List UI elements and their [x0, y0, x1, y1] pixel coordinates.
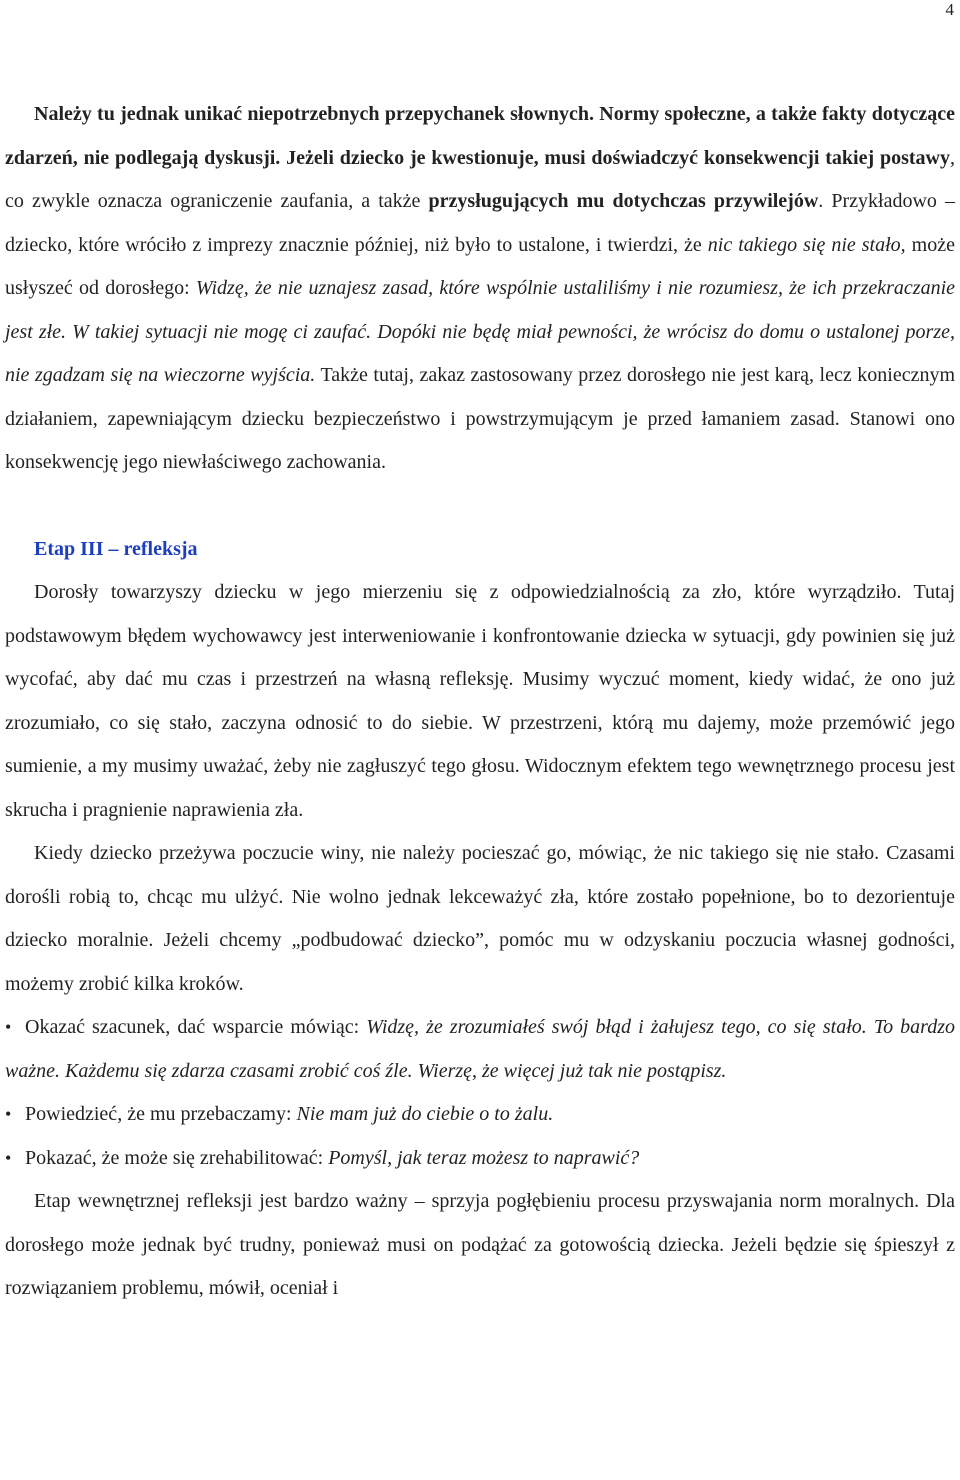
bullet-icon: • [5, 1104, 12, 1124]
bullet-icon: • [5, 1147, 12, 1168]
paragraph-guilt: Kiedy dziecko przeżywa poczucie winy, nie należy pocieszać go, mówiąc, że nic takiego się nie stało. Czasami dorośli robią to, chcąc mu ulżyć. Nie wolno jednak lekceważyć zła, które zostało popełnione, bo to dezorientuje dziecko moralnie. Jeżeli chcemy „podbudować dziecko”, pomóc mu w odzyskaniu poczucia własnej godności, możemy zrobić kilka kroków. [5, 842, 955, 995]
bullet-text: Okazać szacunek, dać wsparcie mówiąc: [25, 1016, 367, 1038]
plain-text: Także tutaj, zakaz zastosowany przez dorosłego nie jest karą, lecz koniecznym działaniem, zapewniającym dziecku bezpieczeństwo i powstrzymującym je przed łamaniem zasad. Stanowi ono konsekwencję jego niewłaściwego zachowania. [5, 364, 956, 473]
bullet-quote: Widzę, że zrozumiałeś swój błąd i żałujesz tego, co się stało. To bardzo ważne. Każdemu się zdarza czasami zrobić coś źle. Wierzę, że więcej już tak nie postąpisz. [5, 1016, 956, 1082]
bullet-item [5, 1093, 955, 1137]
plain-text: . Przykładowo – dziecko, które wróciło z imprezy znacznie później, niż było to ustalone, i twierdzi, że [5, 190, 955, 256]
page-number: 4 [945, 0, 954, 19]
bullet-item [5, 1137, 955, 1181]
bullet-quote: Pomyśl, jak teraz możesz to naprawić? [328, 1146, 640, 1169]
bullet-quote: Nie mam już do ciebie o to żalu. [296, 1103, 554, 1125]
section-heading: Etap III – refleksja [34, 537, 198, 560]
bold-text: przysługujących mu dotychczas przywilejów [428, 190, 819, 212]
italic-text: nic takiego się nie stało, [707, 233, 906, 256]
bullet-text: Powiedzieć, że mu przebaczamy: [25, 1103, 297, 1125]
bold-text: Należy tu jednak unikać niepotrzebnych przepychanek słownych. Normy społeczne, a także fakty dotyczące zdarzeń, nie podlegają dyskusji. Jeżeli dziecko je kwestionuje, musi doświadczyć konsekwencji takiej postawy [5, 103, 955, 169]
paragraph-norms [5, 93, 955, 485]
plain-text: , co zwykle oznacza ograniczenie zaufania, a także [5, 146, 955, 212]
paragraph-summary: Etap wewnętrznej refleksji jest bardzo ważny – sprzyja pogłębieniu procesu przyswajania norm moralnych. Dla dorosłego może jednak być trudny, ponieważ musi on podążać za gotowością dziecka. Jeżeli będzie się śpieszył z rozwiązaniem problemu, mówił, oceniał i [5, 1190, 955, 1299]
bullet-item [5, 1006, 955, 1093]
document-body [5, 93, 955, 1311]
plain-text: może usłyszeć od dorosłego: [5, 233, 955, 299]
bullet-text: Pokazać, że może się zrehabilitować: [25, 1146, 329, 1169]
italic-quote: Widzę, że nie uznajesz zasad, które wspólnie ustaliliśmy i nie rozumiesz, że ich przekraczanie jest złe. W takiej sytuacji nie mogę ci zaufać. Dopóki nie będę miał pewności, że wrócisz do domu o ustalonej porze, nie zgadzam się na wieczorne wyjścia. [5, 277, 955, 386]
paragraph-reflection: Dorosły towarzyszy dziecku w jego mierzeniu się z odpowiedzialnością za zło, które wyrządziło. Tutaj podstawowym błędem wychowawcy jest interweniowanie i konfrontowanie dziecka w sytuacji, gdy powinien się już wycofać, aby dać mu czas i przestrzeń na własną refleksję. Musimy wyczuć moment, kiedy widać, że ono już zrozumiało, co się stało, zaczyna odnosić to do siebie. W przestrzeni, którą mu dajemy, może przemówić jego sumienie, a my musimy uważać, żeby nie zagłuszyć tego głosu. Widocznym efektem tego wewnętrznego procesu jest skrucha i pragnienie naprawienia zła. [5, 581, 955, 821]
bullet-icon: • [5, 1017, 12, 1037]
